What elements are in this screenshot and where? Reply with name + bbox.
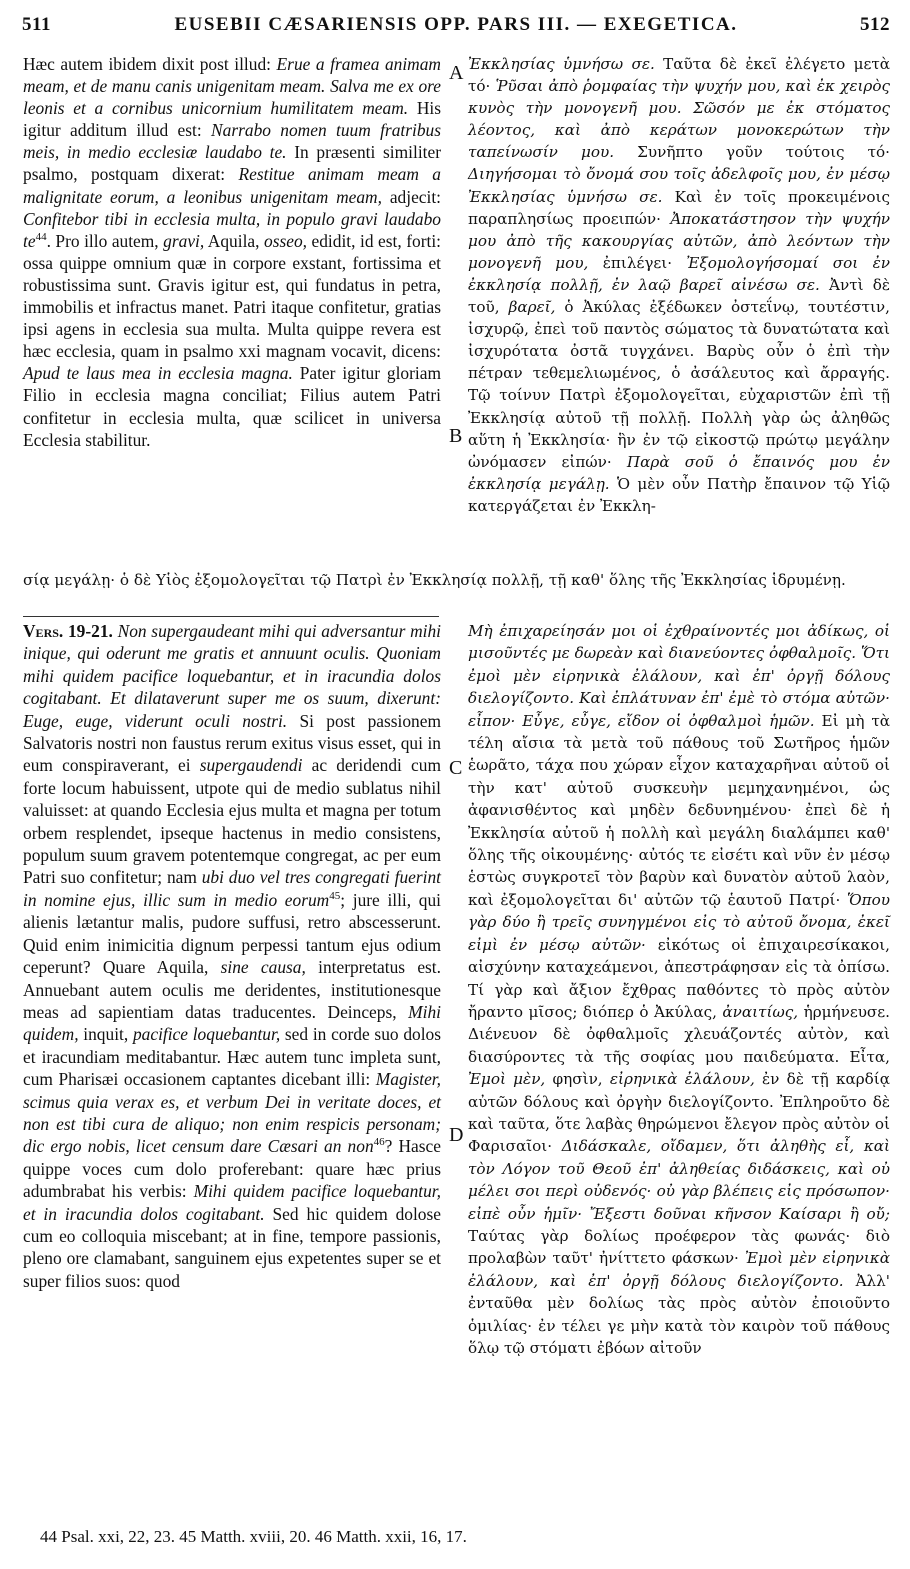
text-run: ? Hasce quippe voces cum dolo proferebant: quare hæc prius adumbrabat his verbis: — [23, 1136, 441, 1202]
quotation: εἰρηνικὰ ἐλάλουν, — [609, 1070, 755, 1089]
text-run: Ἀντὶ δὲ τοῦ, — [468, 275, 890, 317]
text-run: sed in corde suo dolos et iracundiam meditabantur. Hæc autem tunc impleta sunt, cum Pharisæi occasionem captantes dicebant illi: — [23, 1024, 442, 1090]
latin-column-1 — [23, 53, 441, 451]
text-run: Ταύτας γὰρ δολίως προέφερον τὰς φωνάς· διὸ προλαβὼν ταῦτ' ἠνίττετο φάσκων· — [468, 1226, 890, 1268]
footnote-ref: 46 — [373, 1136, 385, 1149]
quotation: Mihi quidem pacifice loquebantur, et in iracundia dolos cogitabant. — [23, 1181, 441, 1224]
quotation: Παρὰ σοῦ ὁ ἔπαινός μου ἐν ἐκκλησίᾳ μεγάλῃ. — [468, 452, 890, 493]
margin-marker-a: A — [449, 62, 464, 84]
text-run: Συνῆπτο γοῦν τούτοις τό· — [614, 143, 890, 162]
text-run: ἡρμήνευσε. Διένευον δὲ ὀφθαλμοῖς χλευάζοντές αὐτὸν, καὶ διασύροντες τὰ τῆς σοφίας μου παιδεύματα. Εἶτα, — [468, 1002, 890, 1066]
text-run: His igitur additum illud est: — [23, 98, 441, 141]
quotation: Restitue animam meam a malignitate eorum, a leonibus unigenitam meam, — [23, 164, 442, 207]
running-title: EUSEBII CÆSARIENSIS OPP. PARS III. — EXEGETICA. — [174, 14, 738, 35]
text-run: Si post passionem Salvatoris nostri non faustus rerum exitus visus esset, qui in eum conspiraverant, ei — [23, 710, 441, 776]
text-run: φησὶν, — [545, 1070, 610, 1089]
text-run: Hæc autem ibidem dixit post illud: — [23, 54, 277, 74]
footnotes: 44 Psal. xxi, 22, 23. 45 Matth. xviii, 20. 46 Matth. xxii, 16, 17. — [40, 1527, 467, 1546]
margin-marker-d: D — [449, 1124, 464, 1146]
greek-span-line: σίᾳ μεγάλῃ· ὁ δὲ Υἱὸς ἐξομολογεῖται τῷ Πατρὶ ἐν Ἐκκλησίᾳ πολλῇ, τῇ καθ' ὅλης τῆς Ἐκκλησίας ἱδρυμένῃ. — [23, 571, 846, 589]
latin-column-2 — [23, 620, 441, 1292]
text-run: edidit, id est, forti: ossa quippe omnium quæ in corpore exstant, fortissima et robustissima sunt. Gravis igitur est, qui fundatus in petra, immobilis et infractus manet. Patri itaque confitetur, gratias ipsi agens in ecclesia sua multa. Multa quippe revera est hæc ecclesia, quam in psalmo xxi magnam vocavit, dicens: — [23, 230, 441, 362]
quotation: Διηγήσομαι τὸ ὄνομά σου τοῖς ἀδελφοῖς μου, ἐν μέσῳ Ἐκκλησίας ὑμνήσω σε. — [468, 165, 890, 206]
quotation: ἀναιτίως, — [722, 1002, 799, 1021]
text-run: εἰκότως οἱ ἐπιχαιρεσίκακοι, αἰσχύνην καταχεάμενοι, ἀπεστράφησαν εἰς τὰ ὀπίσω. Τί γὰρ καὶ ἄξιον ἔχθρας παθόντες τὸ πρὸς αὐτὸν ἤραντο μῖσος; διόπερ ὁ Ἀκύλας, — [468, 935, 890, 1021]
text-run: ac deridendi cum forte locum habuissent, utpote qui de medio sublatus nihil valuisset: at quando Ecclesia ejus multa et magna per totum orbem resplendet, ipseque hactenus in medio consistens, populum suum gravem potentemque congregat, ac per eum Patri suo confitetur; nam — [23, 755, 441, 888]
text-run: inquit, — [78, 1024, 133, 1045]
quotation: Μὴ ἐπιχαρείησάν μοι οἱ ἐχθραίνοντές μοι ἀδίκως, οἱ μισοῦντές με δωρεὰν καὶ διανεύοντες ὀφθαλμοῖς. Ὅτι ἐμοὶ μὲν εἰρηνικὰ ἐλάλουν, καὶ ἐπ' ὀργῇ δόλους διελογίζοντο. Καὶ ἐπλάτυναν ἐπ' ἐμὲ τὸ στόμα αὐτῶν· εἶπον· Εὖγε, εὖγε, εἴδον οἱ ὀφθαλμοὶ ἡμῶν. — [468, 622, 890, 730]
text-run: Ταῦτα δὲ ἐκεῖ ἐλέγετο μετὰ τό· — [468, 55, 890, 96]
quotation: Confitebor tibi in ecclesia multa, in populo gravi laudabo te — [23, 208, 441, 251]
quotation: Ἐμοὶ μὲν εἰρηνικὰ ἐλάλουν, καὶ ἐπ' ὀργῇ δόλους διελογίζοντο. — [468, 1249, 891, 1290]
quotation: Erue a framea animam meam, et de manu canis unigenitam meam. Salva me ex ore leonis et a cornibus unicornium humilitatem meam. — [23, 54, 441, 119]
text-run: ἐν δὲ τῇ καρδίᾳ αὐτῶν δόλους καὶ ὀργὴν διελογίζοντο. Ἐπληροῦτο δὲ καὶ ταῦτα, ὅτε λαβὰς θηρώμενοι ἔλεγον πρὸς αὐτὸν οἱ Φαρισαῖοι· — [468, 1070, 890, 1156]
quotation: βαρεῖ, — [508, 298, 556, 317]
margin-marker-c: C — [449, 757, 463, 779]
verse-label: Vers. 19-21. — [23, 621, 113, 641]
quotation: supergaudendi — [199, 755, 303, 776]
greek-column-2 — [468, 620, 890, 1359]
quotation: Διδάσκαλε, οἴδαμεν, ὅτι ἀληθὴς εἶ, καὶ τὸν Λόγον τοῦ Θεοῦ ἐπ' ἀληθείας διδάσκεις, καὶ οὐ μέλει σοι περὶ οὐδενός· οὐ γὰρ βλέπεις εἰς πρόσωπον· εἰπὲ οὖν ἡμῖν· Ἔξεστι δοῦναι κῆνσον Καίσαρι ἢ οὔ; — [468, 1137, 890, 1223]
quotation: Magister, scimus quia verax es, et verbum Dei in veritate doces, et non est tibi cura de aliquo; non enim respicis personam; dic ergo nobis, licet censum dare Cæsari an non — [23, 1069, 441, 1157]
quotation: osseo, — [264, 230, 307, 251]
quotation: gravi, — [163, 230, 205, 251]
footnote-ref: 44 — [35, 230, 47, 243]
quotation: sine causa, — [220, 957, 306, 978]
quotation: Mihi quidem, — [23, 1001, 441, 1045]
quotation: Ὅπου γὰρ δύο ἢ τρεῖς συνηγμένοι εἰς τὸ αὐτοῦ ὄνομα, ἐκεῖ εἰμὶ ἐν μέσῳ αὐτῶν· — [468, 890, 890, 954]
text-run: . Pro illo autem, — [46, 230, 164, 251]
page-number-left: 511 — [22, 14, 51, 35]
text-run: ; jure illi, qui alienis lætantur malis, pudore suffusi, retro abscesserunt. Quid enim inimicitia dignum perpessi tantum ejus odium ceperunt? Quare Aquila, — [23, 889, 441, 978]
footnote-ref: 45 — [329, 890, 341, 903]
text-run: adjecit: — [381, 186, 442, 207]
running-head — [22, 14, 890, 44]
text-run: Pater igitur gloriam Filio in ecclesia magna conciliat; Filius autem Patri confitetur in ecclesia multa, quæ scilicet in universa Ecclesia stabilitur. — [23, 363, 441, 450]
text-run: ὁ Ἀκύλας ἐξέδωκεν ὀστεΐνῳ, τουτέστιν, ἰσχυρῷ, ἐπεὶ τοῦ παντὸς σώματος τὰ δυνατώτατα καὶ ἰσχυρότατα ὀστᾶ τυγχάνει. Βαρὺς οὖν ὁ ἐπὶ τὴν πέτραν τεθεμελιωμένος, ὁ ἀσάλευτος καὶ ἄρραγής. Τῷ τοίνυν Πατρὶ ἐξομολογεῖται, εὐχαριστῶν ἐπὶ τῇ Ἐκκλησίᾳ αὐτοῦ τῇ πολλῇ. Πολλὴ γὰρ ὡς ἀληθῶς αὕτη ἡ Ἐκκλησία· ἣν ἐν τῷ εἰκοστῷ πρώτῳ μεγάλην ὠνόμασεν εἰπών· — [468, 298, 890, 471]
quotation: Ἐξομολογήσομαί σοι ἐν ἐκκλησίᾳ πολλῇ, ἐν λαῷ βαρεῖ αἰνέσω σε. — [468, 253, 890, 294]
quotation: Apud te laus mea in ecclesia magna. — [23, 363, 293, 384]
greek-column-1 — [468, 53, 890, 517]
text-run: Καὶ ἐν τοῖς προκειμένοις παραπλησίως προειπών· — [468, 187, 890, 228]
quotation: Non supergaudeant mihi qui adversantur mihi inique, qui oderunt me gratis et annuunt oculis. Quoniam mihi quidem pacifice loquebantur, et in iracundia dolos cogitabant. Et dilataverunt super me os suum, dixerunt: Euge, euge, viderunt oculi nostri. — [23, 621, 441, 731]
margin-marker-b: B — [449, 425, 463, 447]
quotation: Ῥῦσαι ἀπὸ ῥομφαίας τὴν ψυχήν μου, καὶ ἐκ χειρὸς κυνὸς τὴν μονογενῆ μου. Σῶσόν με ἐκ στόματος λέοντος, καὶ ἀπὸ κεράτων μονοκερώτων τὴν ταπείνωσίν μου. — [468, 77, 891, 162]
page-number-right: 512 — [860, 14, 890, 35]
text-run: interpretatus est. Annuebant autem oculis me deridentes, institutionesque meas ad sapientiam datas traducentes. Deinceps, — [23, 957, 441, 1022]
quotation: pacifice loquebantur, — [132, 1024, 281, 1045]
text-run: Ἀλλ' ἐνταῦθα μὲν δολίως τὰς πρὸς αὐτὸν ἐποιοῦντο ὁμιλίας· ἐν τέλει γε μὴν κατὰ τὸν καιρὸν τοῦ πάθους ὅλῳ τῷ στόματι ἐβόων αἰτοῦν — [468, 1271, 890, 1357]
text-run: ἐπιλέγει· — [588, 253, 687, 272]
text-run: Ὁ μὲν οὖν Πατὴρ ἔπαινον τῷ Υἱῷ κατεργάζεται ἐν Ἐκκλη- — [468, 474, 890, 515]
text-run: In præsenti similiter psalmo, postquam dixerat: — [23, 142, 441, 185]
quotation: Narrabo nomen tuum fratribus meis, in medio ecclesiæ laudabo te. — [23, 120, 441, 163]
text-run: Aquila, — [204, 230, 264, 251]
section-divider — [23, 616, 439, 617]
quotation: ubi duo vel tres congregati fuerint in nomine ejus, illic sum in medio eorum — [23, 867, 442, 910]
text-run: Εἰ μὴ τὰ τέλη αἴσια τὰ μετὰ τοῦ πάθους τοῦ Σωτῆρος ἡμῶν ἑωρᾶτο, τάχα που χώραν εἶχον καταχαρῆναι αὐτοῦ οἱ τὴν κατ' αὐτοῦ συσκευὴν μεμηχανημένοι, ὡς ἀφανισθέντος καὶ μηδὲν δεδυνημένου· ἐπεὶ δὲ ἡ Ἐκκλησία αὐτοῦ ἡ πολλὴ καὶ μεγάλη διαλάμπει καθ' ὅλης τῆς οἰκουμένης· αὐτός τε εἰσέτι καὶ νῦν ἐν μέσῳ ἑστὼς συγκροτεῖ τὸν βαρὺν καὶ δυνατὸν αὐτοῦ λαὸν, καὶ ἐξομολογεῖται δι' αὐτῶν τῷ ἑαυτοῦ Πατρί· — [468, 711, 891, 909]
quotation: Ἐμοὶ μὲν, — [468, 1070, 546, 1089]
quotation: Ἀποκατάστησον τὴν ψυχήν μου ἀπὸ τῆς κακουργίας αὐτῶν, ἀπὸ λεόντων τὴν μονογενῆ μου, — [468, 209, 890, 272]
quotation: Ἐκκλησίας ὑμνήσω σε. — [468, 55, 655, 73]
text-run: Sed hic quidem dolose cum eo colloquia miscebant; at in fine, tempore passionis, pleno ore clamabant, sanguinem ejus expetentes super se et super filios suos: quod — [23, 1203, 441, 1291]
